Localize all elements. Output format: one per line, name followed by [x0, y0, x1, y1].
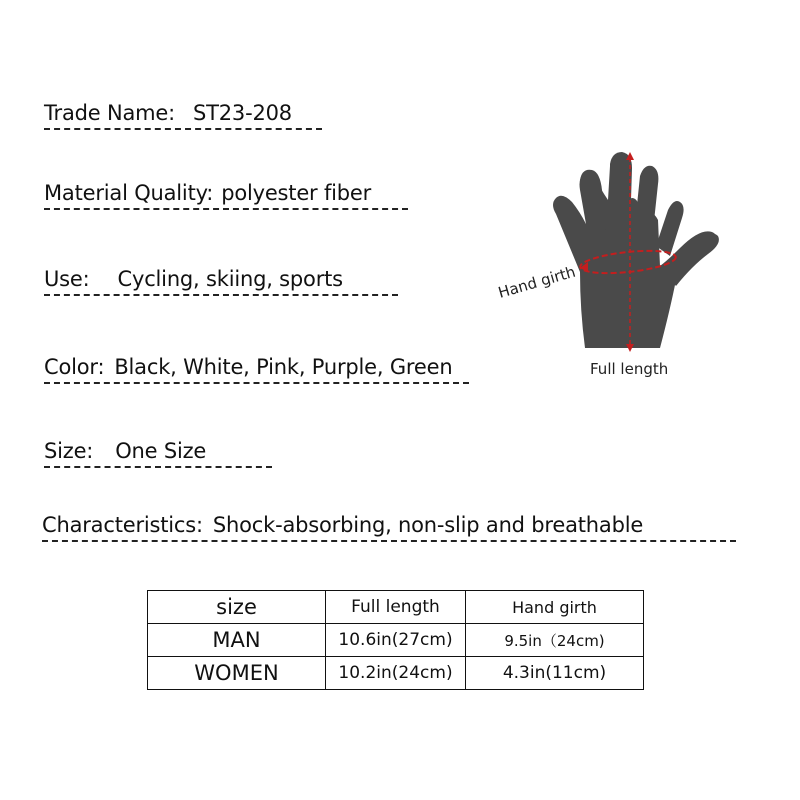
- table-row: [148, 657, 644, 690]
- row-women-hand-girth: 4.3in(11cm): [466, 657, 644, 690]
- size-value: One Size: [115, 439, 207, 463]
- spec-color: [44, 354, 452, 380]
- material-value: polyester fiber: [221, 181, 372, 205]
- spec-material: [44, 180, 371, 206]
- dashed-underline: [44, 294, 398, 296]
- color-label: Color:: [44, 355, 105, 379]
- dashed-underline: [42, 540, 736, 542]
- spec-use: [44, 266, 343, 292]
- spec-size: [44, 438, 206, 464]
- row-women-size: WOMEN: [148, 657, 326, 690]
- trade-name-value: ST23-208: [193, 101, 292, 125]
- dashed-underline: [44, 208, 408, 210]
- header-size: size: [148, 591, 326, 624]
- table-header-row: [148, 591, 644, 624]
- header-full-length: Full length: [326, 591, 466, 624]
- dashed-underline: [44, 466, 272, 468]
- glove-icon: [553, 152, 719, 348]
- hand-girth-label: Hand girth: [496, 262, 578, 302]
- spec-characteristics: [42, 512, 643, 538]
- material-label: Material Quality:: [44, 181, 214, 205]
- trade-name-label: Trade Name:: [44, 101, 175, 125]
- row-man-size: MAN: [148, 624, 326, 657]
- size-label: Size:: [44, 439, 94, 463]
- dashed-underline: [44, 128, 322, 130]
- characteristics-value: Shock-absorbing, non-slip and breathable: [212, 513, 644, 537]
- color-value: Black, White, Pink, Purple, Green: [114, 355, 453, 379]
- row-women-full-length: 10.2in(24cm): [326, 657, 466, 690]
- dashed-underline: [44, 382, 469, 384]
- spec-trade-name: [44, 100, 292, 126]
- full-length-label: Full length: [590, 360, 669, 378]
- header-hand-girth: Hand girth: [466, 591, 644, 624]
- glove-diagram: [480, 140, 740, 390]
- table-row: [148, 624, 644, 657]
- characteristics-label: Characteristics:: [42, 513, 203, 537]
- size-table: [147, 590, 644, 690]
- use-value: Cycling, skiing, sports: [117, 267, 343, 291]
- row-man-full-length: 10.6in(27cm): [326, 624, 466, 657]
- row-man-hand-girth: 9.5in（24cm): [466, 624, 644, 657]
- use-label: Use:: [44, 267, 90, 291]
